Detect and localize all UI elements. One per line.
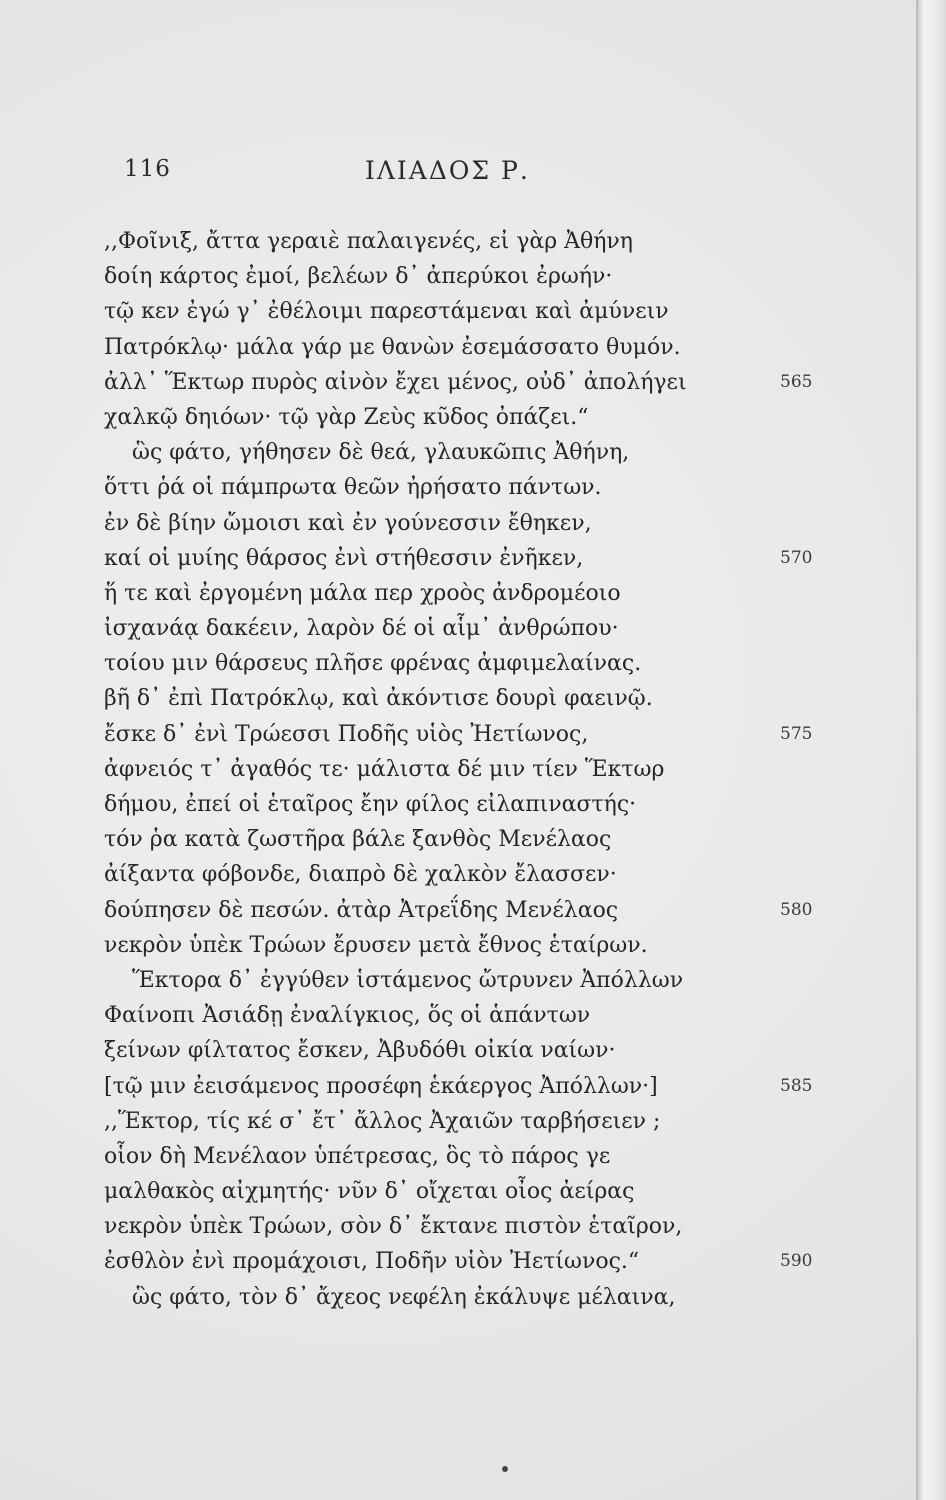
verse-line bbox=[104, 611, 824, 646]
verse-line bbox=[104, 470, 824, 505]
verse-line bbox=[104, 400, 824, 435]
verse-text: τῷ κεν ἐγώ γ᾽ ἐθέλοιμι παρεστάμεναι καὶ ἀμύνειν bbox=[104, 299, 669, 325]
verse-line bbox=[104, 787, 824, 822]
line-number: 585 bbox=[780, 1075, 813, 1096]
verse-text: Ἕκτορα δ᾽ ἐγγύθεν ἱστάμενος ὤτρυνεν Ἀπόλλων bbox=[132, 967, 684, 993]
verse-text: δοίη κάρτος ἐμοί, βελέων δ᾽ ἀπερύκοι ἐρωήν· bbox=[104, 264, 613, 290]
verse-line bbox=[104, 330, 824, 365]
verse-text: ἐν δὲ βίην ὤμοισι καὶ ἐν γούνεσσιν ἔθηκεν, bbox=[104, 510, 592, 536]
verse-text: χαλκῷ δηιόων· τῷ γὰρ Ζεὺς κῦδος ὀπάζει.“ bbox=[104, 404, 589, 430]
verse-text: τοίου μιν θάρσευς πλῆσε φρένας ἀμφιμελαίνας. bbox=[104, 651, 642, 677]
verse-line bbox=[104, 752, 824, 787]
verse-text: Πατρόκλῳ· μάλα γάρ με θανὼν ἐσεμάσσατο θυμόν. bbox=[104, 334, 681, 360]
verse-line bbox=[104, 435, 824, 470]
verse-line bbox=[104, 506, 824, 541]
verse-text: τόν ῥα κατὰ ζωστῆρα βάλε ξανθὸς Μενέλαος bbox=[104, 827, 612, 853]
verse-line bbox=[104, 717, 824, 752]
verse-text: Φαίνοπι Ἀσιάδῃ ἐναλίγκιος, ὅς οἱ ἁπάντων bbox=[104, 1003, 591, 1029]
line-number: 590 bbox=[780, 1251, 813, 1272]
verse-text: ,,Ἕκτορ, τίς κέ σ᾽ ἔτ᾽ ἄλλος Ἀχαιῶν ταρβήσειεν ; bbox=[104, 1108, 661, 1134]
verse-line bbox=[104, 822, 824, 857]
verse-text: ἀφνειός τ᾽ ἀγαθός τε· μάλιστα δέ μιν τίεν Ἕκτωρ bbox=[104, 756, 665, 782]
verse-text: ἐσθλὸν ἐνὶ προμάχοισι, Ποδῆν υἱὸν Ἠετίωνος.“ bbox=[104, 1249, 640, 1275]
verse-line bbox=[104, 928, 824, 963]
verse-line bbox=[104, 857, 824, 892]
verse-line bbox=[104, 1244, 824, 1279]
verse-line bbox=[104, 1280, 824, 1315]
verse-text: ἥ τε καὶ ἐργομένη μάλα περ χροὸς ἀνδρομέοιο bbox=[104, 580, 621, 606]
verse-text: ἰσχανάᾳ δακέειν, λαρὸν δέ οἱ αἷμ᾽ ἀνθρώπου· bbox=[104, 616, 619, 642]
verse-line bbox=[104, 1209, 824, 1244]
verse-line bbox=[104, 1104, 824, 1139]
verse-line bbox=[104, 365, 824, 400]
verse-line bbox=[104, 646, 824, 681]
line-number: 565 bbox=[780, 371, 813, 392]
verse-line bbox=[104, 681, 824, 716]
verse-text: ἀίξαντα φόβονδε, διαπρὸ δὲ χαλκὸν ἔλασσεν· bbox=[104, 862, 617, 888]
verse-line bbox=[104, 259, 824, 294]
verse-line bbox=[104, 576, 824, 611]
verse-text: νεκρὸν ὑπὲκ Τρώων, σὸν δ᾽ ἔκτανε πιστὸν ἑταῖρον, bbox=[104, 1214, 683, 1240]
verse-line bbox=[104, 893, 824, 928]
verse-text: δούπησεν δὲ πεσών. ἀτὰρ Ἀτρεΐδης Μενέλαος bbox=[104, 897, 619, 923]
verse-text: βῆ δ᾽ ἐπὶ Πατρόκλῳ, καὶ ἀκόντισε δουρὶ φαεινῷ. bbox=[104, 686, 653, 712]
verse-block bbox=[104, 224, 824, 1315]
verse-line bbox=[104, 998, 824, 1033]
verse-line bbox=[104, 224, 824, 259]
verse-line bbox=[104, 1139, 824, 1174]
line-number: 575 bbox=[780, 723, 813, 744]
running-title: ΙΛΙΑΔΟΣ Ρ. bbox=[365, 156, 530, 185]
page-header bbox=[0, 156, 922, 196]
line-number: 580 bbox=[780, 899, 813, 920]
verse-line bbox=[104, 1033, 824, 1068]
verse-text: μαλθακὸς αἰχμητής· νῦν δ᾽ οἴχεται οἶος ἀείρας bbox=[104, 1179, 635, 1205]
verse-text: ,,Φοῖνιξ, ἄττα γεραιὲ παλαιγενές, εἰ γὰρ Ἀθήνη bbox=[104, 229, 633, 254]
verse-line bbox=[104, 1069, 824, 1104]
verse-line bbox=[104, 963, 824, 998]
verse-text: νεκρὸν ὑπὲκ Τρώων ἔρυσεν μετὰ ἔθνος ἑταίρων. bbox=[104, 932, 648, 958]
verse-text: ὅττι ῥά οἱ πάμπρωτα θεῶν ἠρήσατο πάντων. bbox=[104, 475, 602, 501]
verse-line bbox=[104, 294, 824, 329]
verse-text: καί οἱ μυίης θάρσος ἐνὶ στήθεσσιν ἐνῆκεν, bbox=[104, 545, 584, 571]
verse-text: ἔσκε δ᾽ ἐνὶ Τρώεσσι Ποδῆς υἱὸς Ἠετίωνος, bbox=[104, 721, 589, 747]
verse-text: [τῷ μιν ἐεισάμενος προσέφη ἑκάεργος Ἀπόλλων·] bbox=[104, 1073, 658, 1099]
line-number: 570 bbox=[780, 547, 813, 568]
verse-text: ξείνων φίλτατος ἔσκεν, Ἀβυδόθι οἰκία ναίων· bbox=[104, 1038, 616, 1064]
verse-text: οἷον δὴ Μενέλαον ὑπέτρεσας, ὃς τὸ πάρος γε bbox=[104, 1143, 611, 1169]
verse-text: ἀλλ᾽ Ἕκτωρ πυρὸς αἰνὸν ἔχει μένος, οὐδ᾽ ἀπολήγει bbox=[104, 369, 687, 395]
verse-text: δήμου, ἐπεί οἱ ἑταῖρος ἔην φίλος εἰλαπιναστής· bbox=[104, 792, 637, 817]
verse-line bbox=[104, 541, 824, 576]
page-edge bbox=[918, 0, 946, 1500]
page-number: 116 bbox=[124, 156, 171, 182]
verse-line bbox=[104, 1174, 824, 1209]
verse-text: ὣς φάτο, γήθησεν δὲ θεά, γλαυκῶπις Ἀθήνη, bbox=[132, 440, 630, 466]
verse-text: ὣς φάτο, τὸν δ᾽ ἄχεος νεφέλη ἐκάλυψε μέλαινα, bbox=[132, 1284, 676, 1310]
ink-speck bbox=[502, 1466, 508, 1472]
